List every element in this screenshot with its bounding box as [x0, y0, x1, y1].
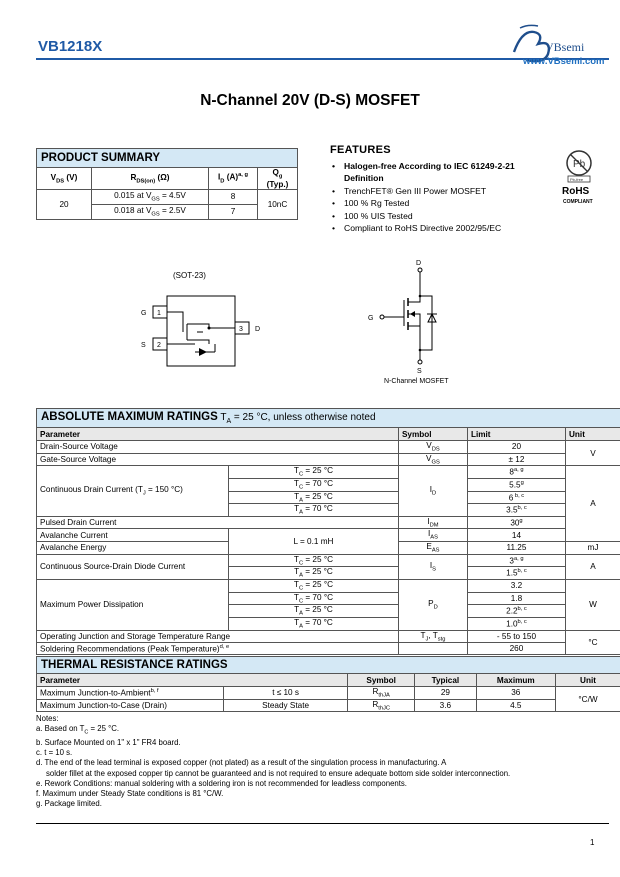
- table-row: Parameter Symbol Limit Unit: [37, 428, 620, 441]
- product-summary-caption: PRODUCT SUMMARY: [37, 149, 298, 168]
- table-row: $T_A = 25$ °C 2.2$^{b, c}$: [37, 605, 620, 618]
- table-row: Pulsed Drain Current $I_{DM}$ 30$^g$: [37, 516, 620, 529]
- table-row: $T_C = 70$ °C 5.5$^g$: [37, 478, 620, 491]
- mosfet-symbol-diagram: [360, 256, 470, 386]
- brand-name: VBsemi: [545, 40, 585, 54]
- pin1-label: 1: [157, 310, 161, 317]
- table-row: Gate-Source Voltage $V_{GS}$ ± 12: [37, 453, 620, 466]
- rds1: 0.015 at V: [114, 190, 152, 200]
- pin-s-label: S: [141, 342, 146, 349]
- rohs-label: RoHS: [562, 186, 590, 197]
- svg-text:Pb: Pb: [573, 159, 586, 170]
- pin-g-label: G: [141, 310, 147, 317]
- table-row: $V_{DS}$ (V) $R_{DS(on)}$ (Ω) $I_D$ $(A)^{a, g}$ $Q_g$ (Typ.): [37, 168, 298, 190]
- vds-value: 20: [37, 189, 92, 219]
- features-list: [332, 160, 572, 234]
- list-item: • 100 % UIS Tested: [332, 210, 572, 222]
- table-row: Maximum Junction-to-Ambient$^{b, f}$ t ≤ 10 s $R_{thJA}$ 29 36 °C/W: [37, 687, 620, 700]
- table-row: Soldering Recommendations (Peak Temperature)$^{d, e}$ 260: [37, 643, 620, 655]
- pb-free-label: Pb-free: [570, 177, 584, 182]
- id1: 8: [209, 189, 258, 204]
- col-rds: R: [130, 172, 137, 182]
- table-row: Drain-Source Voltage $V_{DS}$ 20 V: [37, 441, 620, 454]
- table-row: Maximum Power Dissipation $T_C = 25$ °C $P_D$ 3.2 W: [37, 580, 620, 593]
- features-heading: FEATURES: [330, 144, 391, 156]
- id2: 7: [209, 204, 258, 219]
- pin2-label: 2: [157, 342, 161, 349]
- list-item: • Compliant to RoHS Directive 2002/95/EC: [332, 222, 572, 234]
- table-row: Avalanche Energy $E_{AS}$ 11.25 mJ: [37, 542, 620, 555]
- product-summary-table: [36, 148, 298, 220]
- notes: Notes: a. Based on $T_C = 25$ °C. b. Surface Mounted on 1" x 1" FR4 board. c. t = 10 s. d. The end of the lead terminal is exposed copper (not plated) as a result of the singulation process in manufacturing. A solder fillet at the exposed copper tip cannot be guaranteed and is not required to ensure adequate bottom side solder interconnection. e. Rework Conditions: manual soldering with a soldering iron is not recommended for leadless components. f. Maximum under Steady State conditions is 81 °C/W. g. Package limited.: [36, 714, 511, 809]
- table-row: 0.018 at $V_{GS} = 2.5V$ 7: [37, 204, 298, 219]
- table-row: $T_C = 70$ °C 1.8: [37, 592, 620, 605]
- rds1-tail: = 4.5V: [159, 190, 186, 200]
- table-row: $T_A = 70$ °C 3.5$^{b, c}$: [37, 504, 620, 517]
- table-row: Maximum Junction-to-Case (Drain) Steady State $R_{thJC}$ 3.6 4.5: [37, 699, 620, 712]
- pb-free-icon: [562, 148, 596, 184]
- abs-max-caption: ABSOLUTE MAXIMUM RATINGS $T_A = 25$ °C, unless otherwise noted: [37, 409, 620, 428]
- rds2-tail: = 2.5V: [159, 205, 186, 215]
- col-id: I: [218, 172, 221, 182]
- rds2: 0.018 at V: [114, 205, 152, 215]
- page-number: 1: [590, 838, 595, 847]
- thermal-resistance-table: [36, 656, 620, 712]
- package-name: (SOT-23): [173, 271, 206, 280]
- thermal-caption: THERMAL RESISTANCE RATINGS: [37, 657, 620, 674]
- col-vds: V: [50, 172, 57, 182]
- table-row: Parameter Symbol Typical Maximum Unit: [37, 674, 620, 687]
- sot23-package-diagram: [135, 268, 265, 372]
- table-row: Avalanche Current L = 0.1 mH $I_{AS}$ 14: [37, 529, 620, 542]
- symbol-caption: N-Channel MOSFET: [384, 378, 449, 385]
- part-number: VB1218X: [38, 38, 103, 55]
- table-row: Continuous Source-Drain Diode Current $T_C = 25$ °C $I_S$ 3$^{a, g}$ A: [37, 554, 620, 567]
- pin3-label: 3: [239, 326, 243, 333]
- table-row: $T_A = 25$ °C 6 $^{b, c}$: [37, 491, 620, 504]
- table-row: Operating Junction and Storage Temperature Range $T_J$, $T_{stg}$ - 55 to 150 °C: [37, 630, 620, 643]
- table-row: 20 0.015 at $V_{GS} = 4.5V$ 8 10nC: [37, 189, 298, 204]
- footer-divider: [36, 823, 609, 824]
- rohs-compliant: COMPLIANT: [563, 199, 593, 205]
- table-row: $T_A = 70$ °C 1.0$^{b, c}$: [37, 617, 620, 630]
- absolute-max-ratings-table: [36, 408, 620, 655]
- table-row: Continuous Drain Current ($T_J = 150$ °C) $T_C = 25$ °C $I_D$ 8$^{a, g}$ A: [37, 466, 620, 479]
- symbol-d-label: D: [416, 260, 422, 267]
- list-item: • Halogen-free According to IEC 61249-2-21 Definition: [332, 160, 554, 185]
- qg-value: 10nC: [258, 189, 298, 219]
- col-qg: Q: [272, 168, 279, 177]
- list-item: • 100 % Rg Tested: [332, 197, 572, 209]
- list-item: • TrenchFET® Gen III Power MOSFET: [332, 185, 572, 197]
- brand-url: www.VBsemi.com: [523, 56, 605, 67]
- symbol-g-label: G: [368, 315, 374, 322]
- pin-d-label: D: [255, 326, 261, 333]
- table-row: $T_A = 25$ °C 1.5$^{b, c}$: [37, 567, 620, 580]
- symbol-s-label: S: [417, 368, 422, 375]
- document-title: N-Channel 20V (D-S) MOSFET: [200, 92, 420, 109]
